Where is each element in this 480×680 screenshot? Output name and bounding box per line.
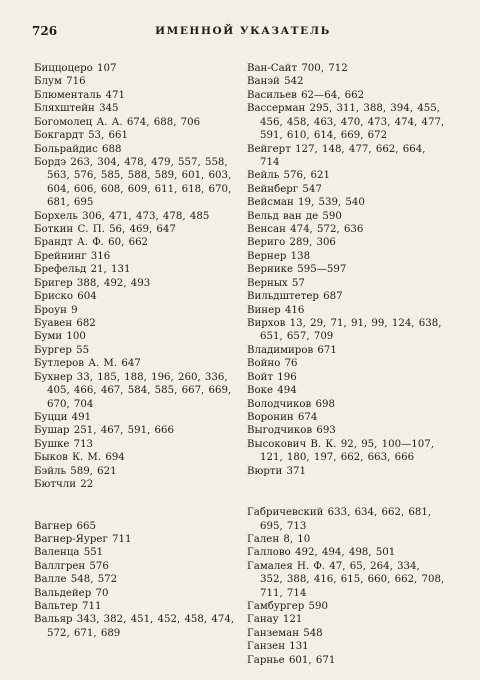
index-entry: Вирхов 13, 29, 71, 91, 99, 124, 638, 651, 657, 709 xyxy=(247,318,442,343)
index-entry: Вельд ван де 590 xyxy=(247,210,342,222)
index-entry: Бутлеров А. М. 647 xyxy=(34,358,141,370)
index-entry: Вернер 138 xyxy=(247,250,311,262)
index-entry: Ван-Сайт 700, 712 xyxy=(247,63,348,74)
index-entry: Вейнберг 547 xyxy=(247,183,322,195)
index-entry: Галлово 492, 494, 498, 501 xyxy=(247,547,396,559)
left-index-column xyxy=(34,62,238,640)
index-entry: Вальдейер 70 xyxy=(34,587,109,599)
index-entry: Вагнер 665 xyxy=(34,520,96,532)
index-entry: Больрайдис 688 xyxy=(34,143,122,155)
index-entry: Бургер 55 xyxy=(34,344,90,356)
right-index-column xyxy=(247,62,446,667)
index-entry: Быков К. М. 694 xyxy=(34,452,125,464)
index-entry: Гален 8, 10 xyxy=(247,533,311,545)
index-entry: Валле 548, 572 xyxy=(34,574,118,586)
index-entry: Володчиков 698 xyxy=(247,398,335,410)
index-entry: Вальтер 711 xyxy=(34,601,102,613)
index-entry: Вюрти 371 xyxy=(247,465,306,477)
index-entry: Гамалея Н. Ф. 47, 65, 264, 334, 352, 388, 416, 615, 660, 662, 708, 711, 714 xyxy=(247,560,445,599)
index-entry: Бордэ 263, 304, 478, 479, 557, 558, 563, 576, 585, 588, 589, 601, 603, 604, 606, 608, 609, 611, 618, 670, 681, 695 xyxy=(34,156,232,209)
index-entry: Валлгрен 576 xyxy=(34,560,109,572)
page-header xyxy=(32,24,454,44)
index-entry: Воке 494 xyxy=(247,385,297,397)
letter-section-gap xyxy=(34,492,238,520)
index-entry: Гарнье 601, 671 xyxy=(247,654,336,666)
index-entry: Бокгардт 53, 661 xyxy=(34,130,128,142)
index-entry: Бриско 604 xyxy=(34,291,97,303)
index-entry: Блюменталь 471 xyxy=(34,89,125,101)
index-entry: Броун 9 xyxy=(34,304,78,316)
index-entry: Вейгерт 127, 148, 477, 662, 664, 714 xyxy=(247,143,426,168)
index-entry: Вильдштетер 687 xyxy=(247,291,343,303)
index-entry: Войно 76 xyxy=(247,358,298,370)
index-entry: Ганземан 548 xyxy=(247,627,323,639)
index-entry: Бляхштейн 345 xyxy=(34,103,119,115)
index-entry: Ганзен 131 xyxy=(247,641,309,653)
index-entry: Бригер 388, 492, 493 xyxy=(34,277,151,289)
index-entry: Васильев 62—64, 662 xyxy=(247,89,365,101)
page-number: 726 xyxy=(32,24,58,38)
index-entry: Боткин С. П. 56, 469, 647 xyxy=(34,224,176,236)
index-entry: Биццоцеро 107 xyxy=(34,63,117,74)
index-entry: Буцци 491 xyxy=(34,411,92,423)
index-entry: Выгодчиков 693 xyxy=(247,425,336,437)
index-entry: Вальяр 343, 382, 451, 452, 458, 474, 572, 671, 689 xyxy=(34,614,235,639)
letter-section-gap xyxy=(247,478,446,506)
index-entry: Венсан 474, 572, 636 xyxy=(247,224,364,236)
index-entry: Ганау 121 xyxy=(247,614,303,626)
index-entry: Буавен 682 xyxy=(34,318,96,330)
index-entry: Бушке 713 xyxy=(34,438,94,450)
index-entry: Бютчли 22 xyxy=(34,479,94,491)
index-entry: Валенца 551 xyxy=(34,547,104,559)
index-entry: Владимиров 671 xyxy=(247,344,337,356)
index-entry: Вассерман 295, 311, 388, 394, 455, 456, 458, 463, 470, 473, 474, 477, 591, 610, 614, 669, 672 xyxy=(247,103,445,142)
index-entry: Войт 196 xyxy=(247,371,297,383)
index-entry: Вейсман 19, 539, 540 xyxy=(247,197,365,209)
index-entry: Габричевский 633, 634, 662, 681, 695, 713 xyxy=(247,507,432,532)
index-entry: Вернике 595—597 xyxy=(247,264,347,276)
index-entry: Винер 416 xyxy=(247,304,305,316)
index-entry: Блум 716 xyxy=(34,76,86,88)
index-entry: Богомолец А. А. 674, 688, 706 xyxy=(34,116,201,128)
index-entry: Гамбургер 590 xyxy=(247,601,328,613)
index-entry: Бушар 251, 467, 591, 666 xyxy=(34,425,174,437)
index-entry: Брандт А. Ф. 60, 662 xyxy=(34,237,149,249)
index-entry: Ванэй 542 xyxy=(247,76,304,88)
index-entry: Буми 100 xyxy=(34,331,86,343)
index-entry: Вейль 576, 621 xyxy=(247,170,330,182)
index-entry: Высокович В. К. 92, 95, 100—107, 121, 180, 197, 662, 663, 666 xyxy=(247,438,434,464)
index-entry: Брефельд 21, 131 xyxy=(34,264,131,276)
index-entry: Борхель 306, 471, 473, 478, 485 xyxy=(34,210,210,222)
index-entry: Вагнер-Яурег 711 xyxy=(34,533,132,545)
index-entry: Вериго 289, 306 xyxy=(247,237,336,249)
index-entry: Брейнинг 316 xyxy=(34,250,111,262)
running-title: ИМЕННОЙ УКАЗАТЕЛЬ xyxy=(155,25,331,37)
index-entry: Бухнер 33, 185, 188, 196, 260, 336, 405, 466, 467, 584, 585, 667, 669, 670, 704 xyxy=(34,371,232,410)
index-entry: Верных 57 xyxy=(247,277,305,289)
index-entry: Бэйль 589, 621 xyxy=(34,465,117,477)
index-entry: Воронин 674 xyxy=(247,411,318,423)
